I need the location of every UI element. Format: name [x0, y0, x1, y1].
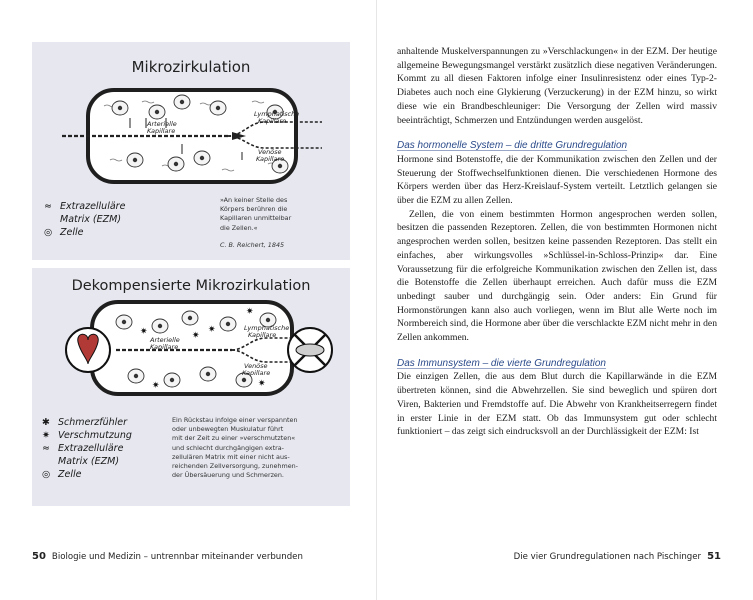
caption-line: oder unbewegten Muskulatur führt	[172, 425, 284, 434]
label-arterielle: Arterielle	[147, 120, 177, 128]
cell-icon: ◎	[44, 227, 53, 238]
legend-text: Matrix (EZM)	[58, 456, 120, 467]
label-lymphatische: Lymphatische	[254, 110, 300, 118]
label-kapillare: Kapillare	[147, 127, 176, 135]
legend-text: Extrazelluläre	[58, 443, 124, 454]
svg-text:✷: ✷	[140, 327, 148, 337]
page-number: 50	[32, 551, 46, 562]
svg-text:✷: ✷	[192, 331, 200, 341]
legend-text: Zelle	[58, 469, 82, 480]
figure-title: Dekompensierte Mikrozirkulation	[71, 278, 311, 294]
caption-line: zellulären Matrix mit einer nicht aus-	[172, 452, 290, 461]
figure-mikrozirkulation	[32, 42, 350, 260]
label-lymphatische: Lymphatische	[244, 324, 290, 332]
quote-line: Kapillaren unmittelbar	[220, 214, 292, 223]
svg-text:✷: ✷	[246, 307, 254, 317]
running-head: Die vier Grundregulationen nach Pischinger	[513, 552, 702, 562]
legend-text: Zelle	[60, 227, 84, 238]
label-venoese: Venöse	[244, 362, 268, 370]
reichert-quote	[220, 196, 325, 250]
caption-line: Ein Rückstau infolge einer verspannten	[172, 416, 298, 424]
quote-source: C. B. Reichert, 1845	[220, 240, 285, 249]
caption-line: und schlecht durchgängigen extra-	[172, 443, 284, 452]
label-arterielle: Arterielle	[150, 336, 180, 344]
ezm-icon: ≈	[42, 443, 50, 454]
footer-right	[514, 551, 721, 562]
pollution-icon: ✷	[42, 430, 50, 441]
label-venoese: Venöse	[258, 148, 282, 156]
caption-line: reichenden Zellversorgung, zunehmen-	[172, 462, 298, 471]
figure-dekompensierte-mikrozirkulation	[32, 268, 350, 506]
label-lymph-kapillare: Kapillare	[248, 331, 277, 339]
cell-icon: ◎	[42, 469, 51, 480]
svg-text:✷: ✷	[152, 381, 160, 391]
footer-left	[32, 551, 303, 562]
figure-title: Mikrozirkulation	[131, 58, 251, 76]
legend-text: Matrix (EZM)	[60, 214, 122, 225]
label-venoese-kapillare: Kapillare	[242, 369, 271, 377]
paragraph: Zellen, die von einem bestimmten Hormon angesprochen werden sollen, besitzen die passenden Rezeptoren. Zellen, die von bestimmten Hormonen nicht angesprochen werden sollen, besitzen keine passenden Rezeptoren. Das stellt ein einfaches, aber wirkungsvolles »Schlüssel-in-Schloss-Prinzip« dar. Eine Voraussetzung für die erfolgreiche Kommunikation zwischen den Zellen ist, dass die Botenstoffe die Zellen überhaupt erreichen. Auch dafür muss die EZM unbedingt sauber und durchgängig sein. Oder anders: Ein Grund für Hormonstörungen kann also auch vorliegen, wenn im Blut alle Werte noch im Normbereich sind, die Hormone aber über die verschlackte EZM nicht mehr in den Zellen ankommen.	[397, 208, 717, 344]
quote-line: Körpers berühren die	[220, 205, 288, 214]
left-page	[0, 0, 376, 600]
quote-line: »An keiner Stelle des	[220, 196, 288, 204]
figure-caption	[172, 416, 342, 480]
section-heading: Das Immunsystem – die vierte Grundregulation	[397, 357, 606, 369]
quote-line: die Zellen.«	[220, 223, 258, 232]
legend-text: Extrazelluläre	[60, 201, 126, 212]
ezm-icon: ≈	[44, 201, 52, 212]
paragraph: Die einzigen Zellen, die aus dem Blut durch die Kapillarwände in die EZM übertreten können, sind die Abwehrzellen. Sie sind beweglich und spüren dort Viren, Bakterien und Fremdstoffe auf. Die Abwehr von Krankheitserregern findet in erster Linie in der EZM statt. Ob das Immunsystem gut oder schlecht funktioniert – das zeigt sich eindrucksvoll an der Durchlässigkeit der EZM: Ist	[397, 371, 717, 438]
running-head: Biologie und Medizin – untrennbar miteinander verbunden	[51, 552, 303, 562]
label-venoese-kapillare: Kapillare	[256, 155, 285, 163]
right-page	[377, 0, 753, 600]
legend	[42, 416, 132, 481]
body-text	[397, 45, 717, 439]
label-lymph-kapillare: Kapillare	[258, 117, 287, 125]
svg-text:✷: ✷	[208, 325, 216, 335]
paragraph: anhaltende Muskelverspannungen zu »Verschlackungen« in der EZM. Der heutige allgemeine Bewegungsmangel verstärkt zusätzlich diese negativen Veränderungen. Kommt zu all diesen Faktoren infolge einer Insulinresistenz oder eines Typ-2-Diabetes auch noch eine Glykierung (Verzuckerung) in der EZM hinzu, so wirkt diese wie ein Brandbeschleuniger: Die Versorgung der Zellen wird massiv beeinträchtigt, Schmerzen und Entzündungen werden ausgelöst.	[397, 46, 717, 126]
pain-receptor-icon: ✱	[42, 417, 50, 428]
legend-text: Schmerzfühler	[58, 417, 128, 428]
legend	[44, 200, 125, 239]
paragraph: Hormone sind Botenstoffe, die der Kommunikation zwischen den Zellen und der Steuerung der Stoffwechselfunktionen dienen. Die verschiedenen Hormone des Körpers werden über das Herz-Kreislauf-System verteilt. Letztlich gelangen sie über die EZM zu allen Zellen.	[397, 153, 717, 207]
svg-text:✷: ✷	[258, 379, 266, 389]
page-number: 51	[707, 551, 721, 562]
caption-line: mit der Zeit zu einer »verschmutzten«	[172, 434, 296, 443]
caption-line: der Übersäuerung und Schmerzen.	[172, 471, 284, 480]
section-heading: Das hormonelle System – die dritte Grundregulation	[397, 140, 628, 152]
label-kapillare: Kapillare	[150, 343, 179, 351]
legend-text: Verschmutzung	[58, 430, 132, 441]
